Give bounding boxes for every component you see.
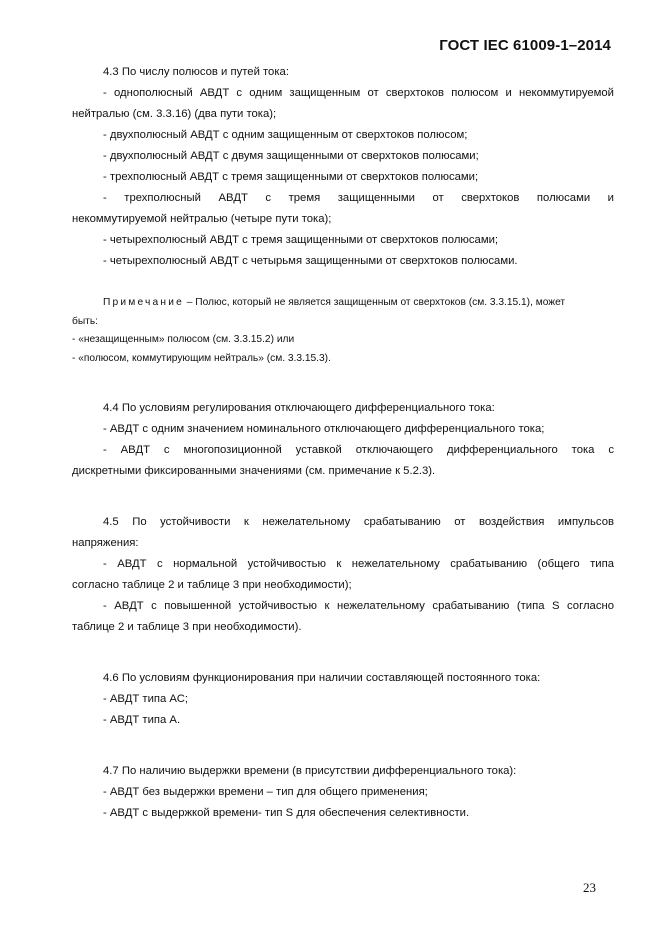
note-item: - «незащищенным» полюсом (см. 3.3.15.2) или bbox=[72, 334, 295, 345]
section-4-6 bbox=[72, 668, 614, 731]
list-item: - АВДТ с повышенной устойчивостью к нежелательному срабатыванию (типа S согласно bbox=[103, 600, 614, 612]
list-item: - АВДТ с выдержкой времени- тип S для обеспечения селективности. bbox=[103, 807, 470, 819]
list-item: - однополюсный АВДТ с одним защищенным от сверхтоков полюсом и некоммутируемой bbox=[103, 87, 614, 99]
note-continuation: быть: bbox=[72, 315, 98, 327]
section-heading: 4.4 По условиям регулирования отключающего дифференциального тока: bbox=[103, 402, 495, 414]
list-item-continuation: таблице 2 и таблице 3 при необходимости). bbox=[72, 621, 302, 633]
section-heading-continuation: напряжения: bbox=[72, 537, 139, 549]
note-line bbox=[72, 294, 614, 313]
section-4-5 bbox=[72, 512, 614, 638]
list-item: - четырехполюсный АВДТ с четырьмя защищенными от сверхтоков полюсами. bbox=[103, 255, 518, 267]
list-item: - АВДТ без выдержки времени – тип для общего применения; bbox=[103, 786, 428, 798]
list-item-continuation: некоммутируемой нейтралью (четыре пути тока); bbox=[72, 213, 332, 225]
list-item-continuation: нейтралью (см. 3.3.16) (два пути тока); bbox=[72, 108, 277, 120]
section-heading: 4.3 По числу полюсов и путей тока: bbox=[103, 66, 289, 78]
list-item: - АВДТ с одним значением номинального отключающего дифференциального тока; bbox=[103, 423, 545, 435]
note-text: – Полюс, который не является защищенным от сверхтоков (см. 3.3.15.1), может bbox=[183, 297, 566, 308]
list-item: - двухполюсный АВДТ с одним защищенным от сверхтоков полюсом; bbox=[103, 129, 468, 141]
page-number: 23 bbox=[583, 880, 596, 895]
section-heading: 4.5 По устойчивости к нежелательному срабатыванию от воздействия импульсов bbox=[103, 516, 614, 528]
list-item: - двухполюсный АВДТ с двумя защищенными от сверхтоков полюсами; bbox=[103, 150, 479, 162]
section-4-7 bbox=[72, 761, 614, 824]
list-item: - трехполюсный АВДТ с тремя защищенными от сверхтоков полюсами и bbox=[103, 192, 614, 204]
list-item-continuation: согласно таблице 2 и таблице 3 при необходимости); bbox=[72, 579, 352, 591]
section-heading: 4.7 По наличию выдержки времени (в присутствии дифференциального тока): bbox=[103, 765, 517, 777]
section-heading: 4.6 По условиям функционирования при наличии составляющей постоянного тока: bbox=[103, 672, 541, 684]
list-item: - трехполюсный АВДТ с тремя защищенными от сверхтоков полюсами; bbox=[103, 171, 479, 183]
list-item: - АВДТ с многопозиционной уставкой отключающего дифференциального тока с bbox=[103, 444, 614, 456]
list-item-continuation: дискретными фиксированными значениями (см. примечание к 5.2.3). bbox=[72, 465, 436, 477]
document-body bbox=[72, 62, 614, 824]
note-block bbox=[72, 294, 614, 368]
list-item: - четырехполюсный АВДТ с тремя защищенными от сверхтоков полюсами; bbox=[103, 234, 499, 246]
standard-header: ГОСТ IEC 61009-1–2014 bbox=[439, 37, 611, 54]
note-label: Примечание bbox=[103, 297, 184, 308]
list-item: - АВДТ с нормальной устойчивостью к нежелательному срабатыванию (общего типа bbox=[103, 558, 614, 570]
note-item: - «полюсом, коммутирующим нейтраль» (см. 3.3.15.3). bbox=[72, 352, 331, 364]
list-item: - АВДТ типа АС; bbox=[103, 693, 189, 705]
list-item: - АВДТ типа А. bbox=[103, 714, 181, 726]
section-4-3 bbox=[72, 62, 614, 272]
section-4-4 bbox=[72, 398, 614, 482]
